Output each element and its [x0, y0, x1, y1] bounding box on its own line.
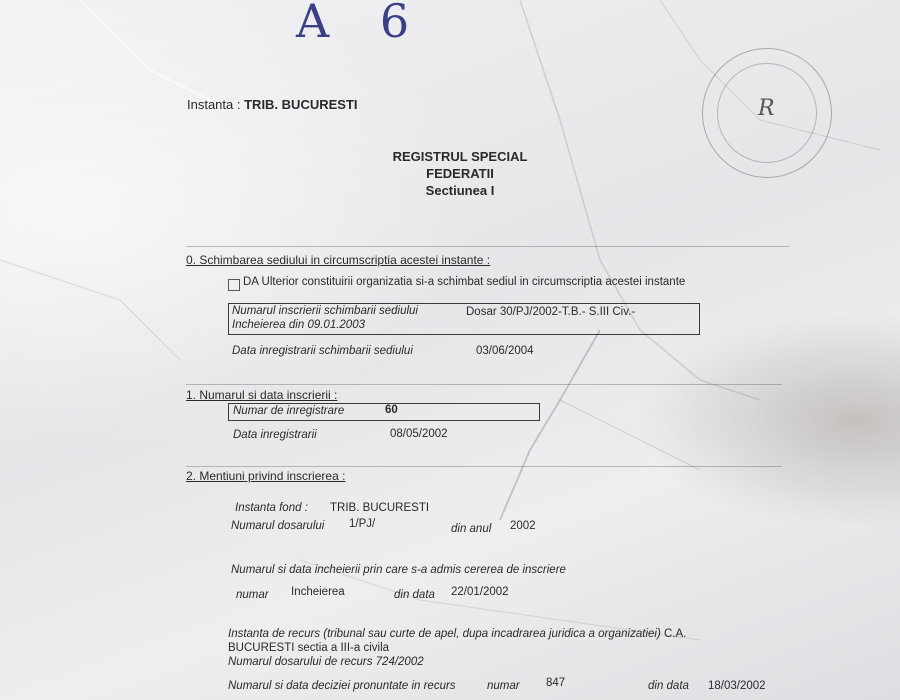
appeal-date-value: 18/03/2002 [708, 680, 766, 692]
registration-number-label: Numar de inregistrare [233, 405, 345, 417]
decision-date-label: din data [394, 589, 435, 601]
seat-reg-date-value: 03/06/2004 [476, 345, 534, 357]
section2-rule [186, 466, 782, 467]
file-year-label: din anul [451, 523, 492, 535]
court-header [187, 97, 358, 112]
stamp-initials: R [758, 96, 775, 121]
section2-heading: 2. Mentiuni privind inscrierea : [186, 469, 346, 483]
decision-number-label: numar [236, 589, 269, 601]
appeal-number-value: 847 [546, 677, 566, 689]
inscription-label-1: Numarul inscrierii schimbarii sediului [232, 305, 418, 317]
seat-change-checkbox[interactable] [228, 279, 240, 291]
title-line-1: REGISTRUL SPECIAL [392, 149, 528, 164]
registration-number-value: 60 [385, 404, 398, 416]
section1-heading: 1. Numarul si data inscrierii : [186, 388, 338, 402]
file-number-value: 1/PJ/ [349, 518, 376, 530]
decision-number-value: Incheierea [291, 586, 345, 598]
section0-rule [186, 246, 790, 247]
court-label: Instanta : [187, 97, 241, 112]
seat-change-label: DA Ulterior constituirii organizatia si-a schimbat sediul in circumscriptia acestei instante [243, 276, 686, 288]
first-instance-value: TRIB. BUCURESTI [330, 502, 430, 514]
decision-date-value: 22/01/2002 [451, 586, 509, 598]
court-value: TRIB. BUCURESTI [244, 97, 358, 112]
first-instance-label: Instanta fond : [235, 502, 308, 514]
appeal-court-value-2: BUCURESTI sectia a III-a civila [228, 642, 390, 654]
document-title [350, 148, 570, 199]
inscription-value: Dosar 30/PJ/2002-T.B.- S.III Civ.- [466, 306, 636, 318]
appeal-file-number: Numarul dosarului de recurs 724/2002 [228, 656, 424, 668]
title-line-2: FEDERATII [426, 166, 494, 181]
title-line-3: Sectiunea I [425, 183, 495, 198]
appeal-court-label [228, 628, 686, 640]
appeal-date-label: din data [648, 680, 689, 692]
file-year-value: 2002 [510, 520, 536, 532]
handwritten-mark: A 6 [296, 0, 428, 48]
appeal-number-label: numar [487, 680, 520, 692]
inscription-label-2: Incheierea din 09.01.2003 [232, 319, 365, 331]
appeal-court-value-1: C.A. [663, 628, 687, 640]
appeal-decision-label: Numarul si data deciziei pronuntate in recurs [228, 680, 456, 692]
seat-reg-date-label: Data inregistrarii schimbarii sediului [232, 345, 413, 357]
decision-heading: Numarul si data incheierii prin care s-a admis cererea de inscriere [231, 564, 566, 576]
registration-date-label: Data inregistrarii [233, 429, 317, 441]
appeal-court-label-text: Instanta de recurs (tribunal sau curte de apel, dupa incadrarea juridica a organizatiei) [228, 628, 661, 640]
registration-date-value: 08/05/2002 [390, 428, 448, 440]
section0-heading: 0. Schimbarea sediului in circumscriptia acestei instante : [186, 253, 491, 267]
section1-rule [186, 384, 782, 385]
file-number-label: Numarul dosarului [231, 520, 325, 532]
